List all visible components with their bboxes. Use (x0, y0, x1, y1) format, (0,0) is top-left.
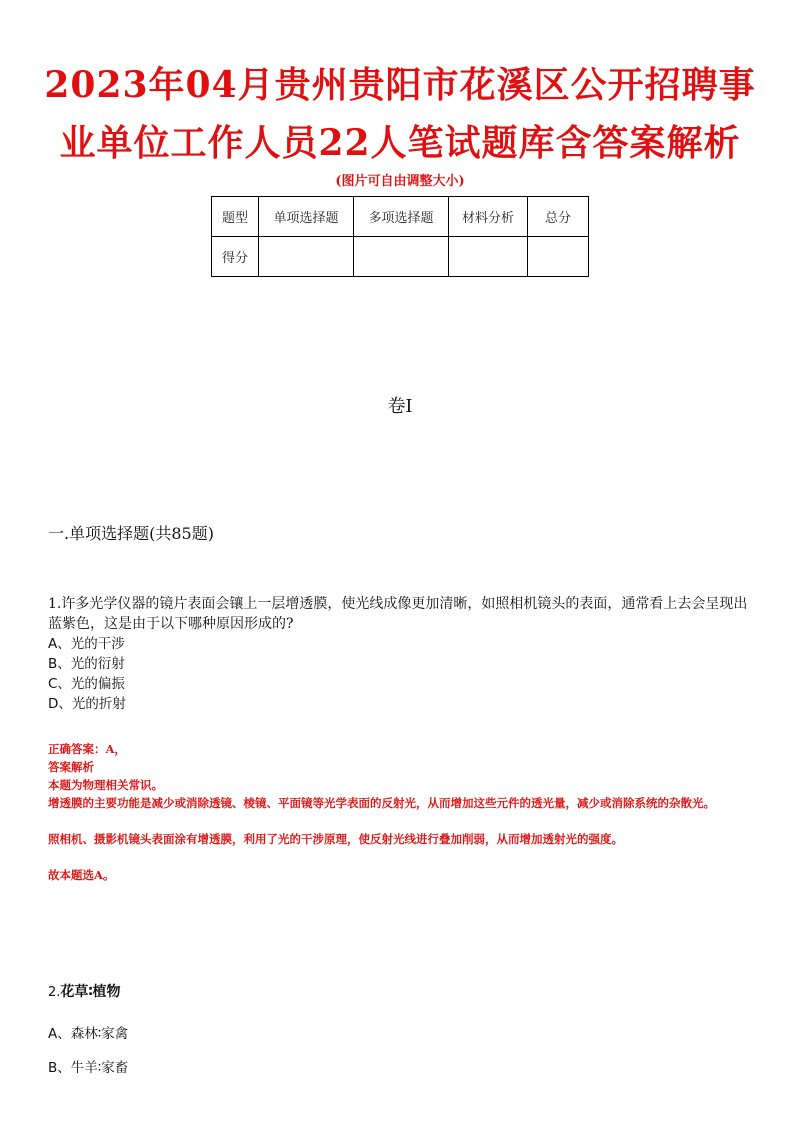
document-subtitle: (图片可自由调整大小) (335, 174, 465, 189)
question-1-option-b: B、光的衍射 (48, 656, 125, 672)
volume-heading: 卷I (387, 396, 413, 417)
header-cell-material: 材料分析 (449, 197, 528, 237)
question-2-stem-line (48, 980, 760, 1005)
question-1-answer (48, 740, 760, 884)
score-cell-material (449, 237, 528, 277)
answer-line-2: 增透膜的主要功能是减少或消除透镜、棱镜、平面镜等光学表面的反射光，从而增加这些元件的透光量，减少或消除系统的杂散光。 (48, 796, 715, 810)
row-label-score: 得分 (212, 237, 259, 277)
answer-spacer (48, 812, 760, 830)
score-table-score-row (212, 237, 589, 277)
header-cell-single-choice: 单项选择题 (259, 197, 354, 237)
section-heading: 一.单项选择题(共85题) (48, 524, 214, 543)
question-2 (48, 980, 760, 1085)
question-1-option-c: C、光的偏振 (48, 676, 125, 692)
question-1-option-d: D、光的折射 (48, 696, 126, 712)
question-1-option-a: A、光的干涉 (48, 636, 125, 652)
question-1 (48, 594, 760, 714)
answer-line-3: 照相机、摄影机镜头表面涂有增透膜，利用了光的干涉原理，使反射光线进行叠加削弱，从而增加透射光的强度。 (48, 832, 623, 846)
title-line-2: 业单位工作人员22人笔试题库含答案解析 (59, 122, 741, 164)
header-cell-type: 题型 (212, 197, 259, 237)
score-table (211, 196, 589, 277)
document-title (0, 56, 800, 172)
answer-analysis-label: 答案解析 (48, 760, 94, 774)
question-2-stem: 花草∶植物 (60, 984, 121, 1000)
answer-correct: 正确答案：A， (48, 742, 126, 756)
question-2-option-a: A、森林∶家禽 (48, 1026, 129, 1042)
question-1-stem: 1.许多光学仪器的镜片表面会镶上一层增透膜，使光线成像更加清晰，如照相机镜头的表面，通常看上去会呈现出蓝紫色，这是由于以下哪种原因形成的? (48, 596, 748, 632)
answer-line-4: 故本题选A。 (48, 868, 115, 882)
answer-spacer (48, 848, 760, 866)
question-2-number: 2. (48, 985, 61, 1000)
score-cell-total (528, 237, 589, 277)
score-cell-multi-choice (354, 237, 449, 277)
header-cell-multi-choice: 多项选择题 (354, 197, 449, 237)
answer-line-1: 本题为物理相关常识。 (48, 778, 163, 792)
score-table-header-row (212, 197, 589, 237)
header-cell-total: 总分 (528, 197, 589, 237)
score-cell-single-choice (259, 237, 354, 277)
question-2-option-b: B、牛羊∶家畜 (48, 1060, 129, 1076)
title-line-1: 2023年04月贵州贵阳市花溪区公开招聘事 (44, 64, 756, 106)
